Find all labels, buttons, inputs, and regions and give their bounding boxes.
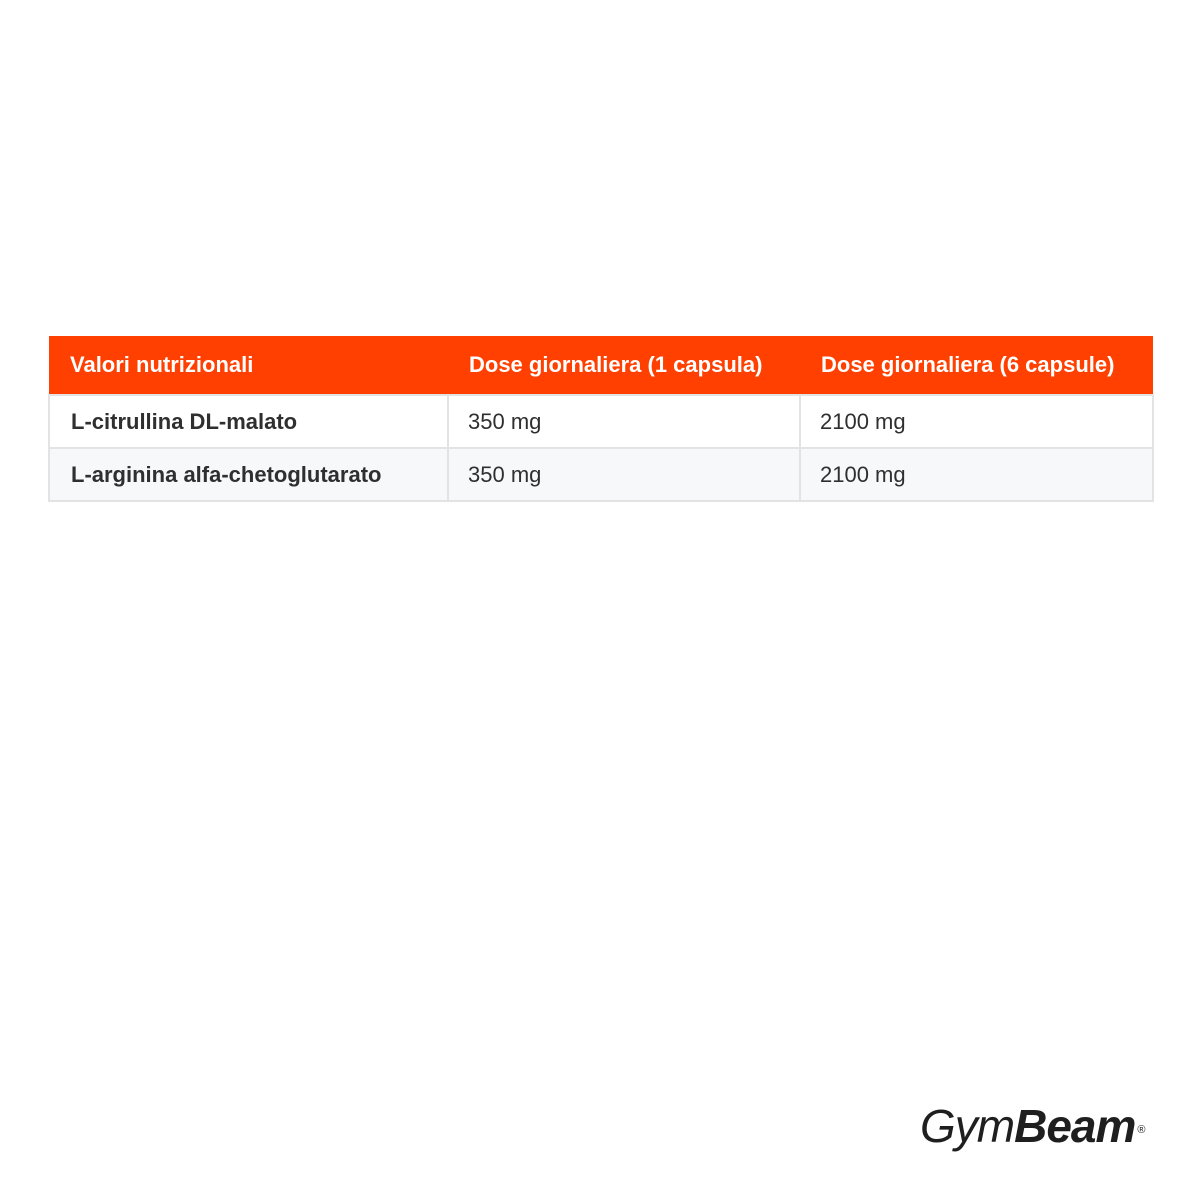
logo-text-beam: Beam: [1014, 1100, 1136, 1152]
nutrition-table: [48, 336, 1154, 502]
registered-mark: ®: [1137, 1124, 1145, 1136]
gymbeam-logo: [920, 1098, 1145, 1154]
header-daily-dose-1-capsule: Dose giornaliera (1 capsula): [448, 336, 800, 395]
header-daily-dose-6-capsules: Dose giornaliera (6 capsule): [800, 336, 1153, 395]
table-body: [49, 395, 1153, 501]
row-dose-1-capsule: 350 mg: [448, 448, 800, 501]
table-row: [49, 448, 1153, 501]
row-dose-6-capsules: 2100 mg: [800, 448, 1153, 501]
row-ingredient-name: L-citrullina DL-malato: [49, 395, 448, 448]
row-dose-6-capsules: 2100 mg: [800, 395, 1153, 448]
header-row: [49, 336, 1153, 395]
row-dose-1-capsule: 350 mg: [448, 395, 800, 448]
table-row: [49, 395, 1153, 448]
header-nutritional-values: Valori nutrizionali: [49, 336, 448, 395]
logo-text-gym: Gym: [920, 1100, 1015, 1152]
table-header: [49, 336, 1153, 395]
row-ingredient-name: L-arginina alfa-chetoglutarato: [49, 448, 448, 501]
